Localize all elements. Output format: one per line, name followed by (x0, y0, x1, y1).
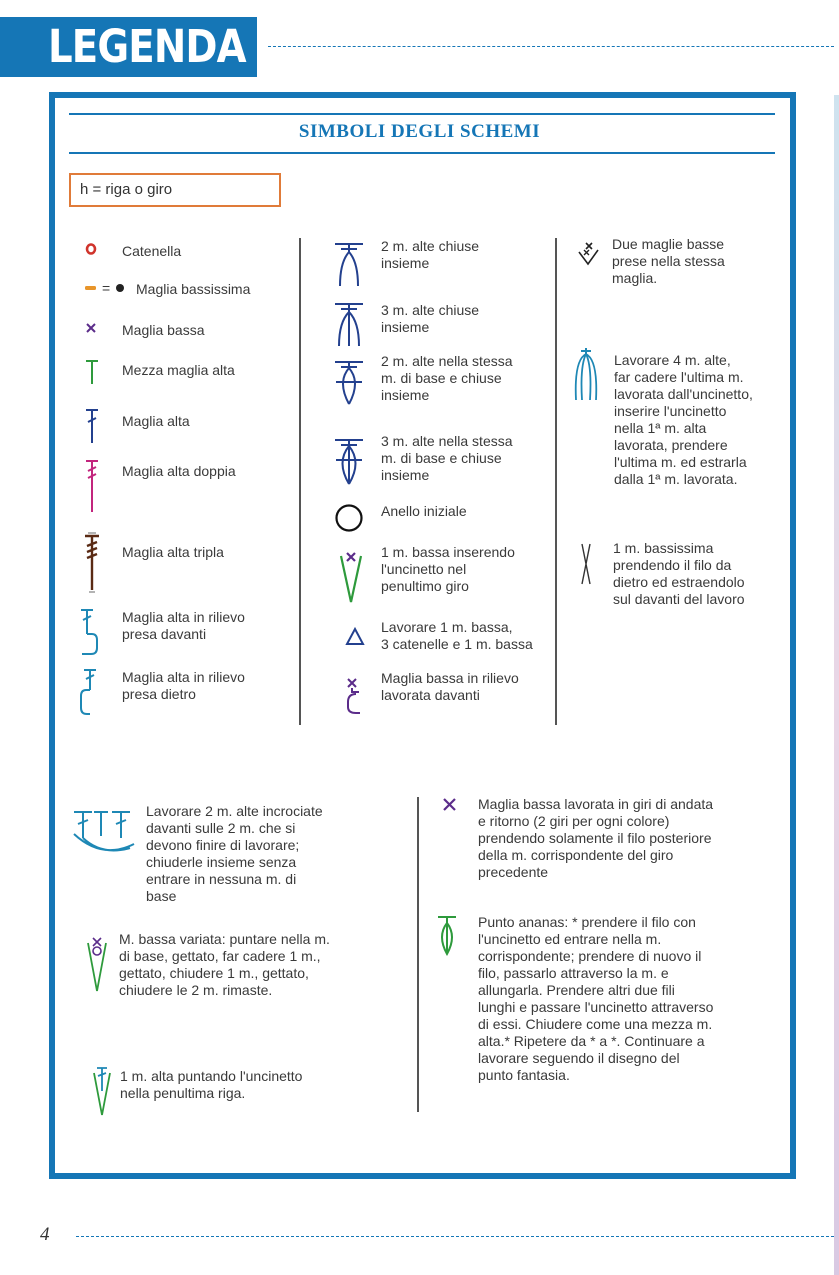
dc2tog-icon (332, 240, 366, 290)
column2-label-5: Anello iniziale (381, 503, 467, 519)
bottom-right-label-2: Punto ananas: * prendere il filo con l'uncinetto ed entrare nella m. corrispondente; prendere di nuovo il filo, passarlo attraverso la m. e allungarla. Prendere altri due fili lunghi e passare l'uncinetto attraverso di essi. Chiudere come una mezza m. alta.* Ripetere da * a *. Continuare a lavorare seguendo il disegno del punto fantasia. (478, 914, 714, 1083)
bottom-left-label-2: M. bassa variata: puntare nella m. di base, gettato, far cadere 1 m., gettato, chiudere 1 m., gettato, chiudere le 2 m. rimaste. (119, 931, 330, 998)
back-loop-sc-icon (441, 796, 459, 814)
picot-icon (344, 626, 366, 648)
double-crochet-icon (84, 407, 100, 445)
dc3-cluster-icon (332, 436, 366, 488)
column1-label-1: Catenella (122, 243, 182, 259)
pineapple-stitch-icon (436, 914, 458, 958)
surface-slip-stitch-icon (578, 541, 594, 587)
dc2-cluster-icon (332, 358, 366, 408)
column1-label-8: Maglia alta in rilievo presa davanti (122, 609, 245, 642)
bottom-left-label-3: 1 m. alta puntando l'uncinetto nella penultima riga. (120, 1068, 303, 1101)
single-crochet-icon (84, 321, 98, 335)
spike-sc-icon (338, 548, 364, 604)
back-post-dc-icon (78, 666, 100, 718)
column3-label-2: Lavorare 4 m. alte, far cadere l'ultima m. lavorata dall'uncinetto, inserire l'uncinetto nella 1ª m. alta lavorata, prendere l'ultima m. ed estrarla dalla 1ª m. lavorata. (614, 352, 753, 487)
column1-label-9: Maglia alta in rilievo presa dietro (122, 669, 245, 702)
magic-ring-icon (334, 503, 364, 533)
front-post-sc-icon (342, 676, 366, 716)
note-box (69, 173, 281, 207)
slip-stitch-equals: = (102, 280, 111, 296)
popcorn-icon (572, 346, 600, 404)
sc2-in-same-icon (576, 240, 602, 268)
footer-dashed-line (76, 1236, 834, 1237)
page-title: LEGENDA (48, 20, 246, 73)
title-rule-bottom (69, 152, 775, 154)
column1-label-3: Maglia bassa (122, 322, 205, 338)
column2-label-8: Maglia bassa in rilievo lavorata davanti (381, 670, 519, 703)
column2-label-7: Lavorare 1 m. bassa, 3 catenelle e 1 m. bassa (381, 619, 533, 652)
column2-label-4: 3 m. alte nella stessa m. di base e chiuse insieme (381, 433, 513, 483)
dc3tog-icon (332, 300, 366, 350)
column3-label-1: Due maglie basse prese nella stessa maglia. (612, 236, 725, 286)
note-box-text: h = riga o giro (80, 181, 173, 198)
front-post-dc-icon (78, 606, 100, 658)
column-divider-3 (417, 797, 419, 1112)
side-strip (834, 95, 839, 1275)
header-dashed-line (268, 46, 834, 47)
triple-treble-crochet-icon (82, 532, 102, 594)
treble-crochet-icon (84, 458, 100, 514)
title-rule-top (69, 113, 775, 115)
column2-label-2: 3 m. alte chiuse insieme (381, 302, 480, 335)
dot-icon (114, 282, 126, 294)
half-double-crochet-icon (84, 358, 100, 386)
variant-sc-icon (86, 935, 108, 995)
bottom-right-label-1: Maglia bassa lavorata in giri di andata e ritorno (2 giri per ogni colore) prendendo solamente il filo posteriore della m. corrispondente del giro precedente (478, 796, 714, 880)
slip-stitch-icon (84, 282, 98, 294)
column3-label-3: 1 m. bassissima prendendo il filo da dietro ed estraendolo sul davanti del lavoro (613, 540, 745, 607)
crossed-dc-icon (72, 808, 136, 856)
chain-stitch-icon (84, 242, 100, 258)
column1-label-6: Maglia alta doppia (122, 463, 236, 479)
column-divider-1 (299, 238, 301, 725)
column1-label-5: Maglia alta (122, 413, 190, 429)
bottom-left-label-1: Lavorare 2 m. alte incrociate davanti sulle 2 m. che si devono finire di lavorare; chiuderle insieme senza entrare in nessuna m. di base (146, 803, 323, 904)
column2-label-1: 2 m. alte chiuse insieme (381, 238, 480, 271)
page-number: 4 (40, 1224, 50, 1245)
section-title: SIMBOLI DEGLI SCHEMI (298, 121, 541, 142)
column1-label-2: Maglia bassissima (136, 281, 251, 297)
column1-label-4: Mezza maglia alta (122, 362, 235, 378)
column2-label-3: 2 m. alte nella stessa m. di base e chiuse insieme (381, 353, 513, 403)
column-divider-2 (555, 238, 557, 725)
column2-label-6: 1 m. bassa inserendo l'uncinetto nel penultimo giro (381, 544, 515, 594)
column1-label-7: Maglia alta tripla (122, 544, 224, 560)
spike-dc-icon (92, 1065, 112, 1117)
